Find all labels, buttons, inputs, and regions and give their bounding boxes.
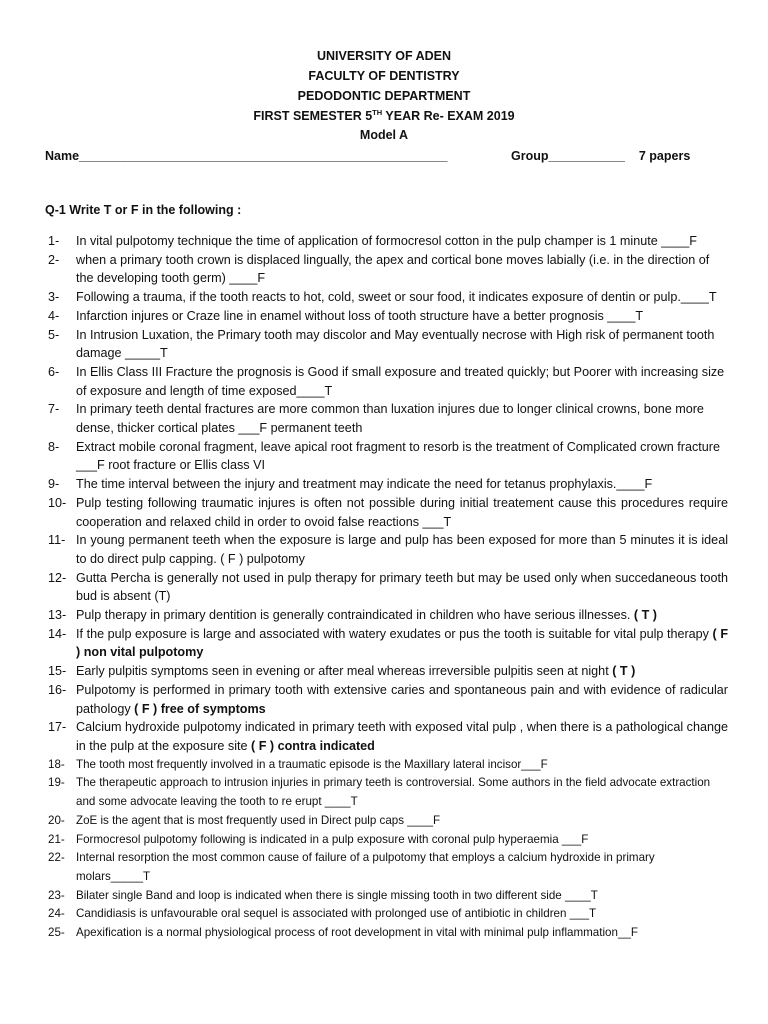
question-number: 23- — [48, 888, 65, 902]
question-number: 18- — [48, 757, 65, 771]
question-statement: In vital pulpotomy technique the time of application of formocresol cotton in the pulp champer is 1 minute ____F — [76, 234, 697, 248]
question-number: 5- — [48, 327, 60, 342]
exam-title-post: YEAR Re- EXAM 2019 — [382, 109, 515, 124]
question-text — [76, 849, 728, 886]
department-name: PEDODONTIC DEPARTMENT — [297, 89, 471, 103]
papers-count: 7 papers — [638, 149, 691, 163]
question-text — [76, 438, 728, 475]
question-text — [76, 326, 728, 363]
question-item — [48, 756, 728, 775]
question-statement: when a primary tooth crown is displaced lingually, the apex and cortical bone moves labially (i.e. in the direction of the developing tooth germ) ____F — [76, 252, 710, 286]
question-number: 16- — [48, 682, 67, 697]
question-item — [48, 812, 728, 831]
name-field: Name_____________________________________________________ — [45, 149, 448, 163]
question-statement: Gutta Percha is generally not used in pulp therapy for primary teeth but may be used only when succedaneous tooth bud is absent (T) — [76, 570, 728, 604]
model-label: Model A — [359, 128, 409, 142]
question-text — [76, 831, 728, 850]
question-statement: The time interval between the injury and treatment may indicate the need for tetanus prophylaxis.____F — [76, 477, 653, 492]
question-item — [48, 307, 728, 326]
question-number: 8- — [48, 439, 60, 454]
question-number: 25- — [48, 926, 65, 940]
question-statement: Bilater single Band and loop is indicated when there is single missing tooth in two different side ____T — [76, 888, 598, 902]
question-item — [48, 363, 728, 400]
university-name: UNIVERSITY OF ADEN — [316, 49, 452, 63]
question-item — [48, 681, 728, 718]
question-item — [48, 400, 728, 437]
question-text — [76, 307, 728, 326]
question-number: 13- — [48, 608, 67, 623]
question-item — [48, 475, 728, 494]
question-number: 10- — [48, 495, 67, 510]
question-number: 17- — [48, 720, 67, 735]
question-text — [76, 625, 728, 662]
question-item — [48, 288, 728, 307]
group-field — [511, 149, 690, 163]
question-statement: The therapeutic approach to intrusion injuries in primary teeth is controversial. Some authors in the field advocate extraction and some advocate leaving the tooth to re erupt ____T — [76, 776, 711, 809]
question-number: 2- — [48, 252, 60, 267]
question-statement: Apexification is a normal physiological process of root development in vital with minimal pulp inflammation__F — [76, 926, 638, 940]
question-answer: ( F ) free of symptoms — [134, 701, 266, 716]
question-answer: ( F ) non vital pulpotomy — [76, 626, 729, 660]
question-item — [48, 232, 728, 251]
question-statement: Pulpotomy is performed in primary tooth with extensive caries and spontaneous pain and with evidence of radicular pathology — [76, 682, 728, 716]
question-title: Q-1 Write T or F in the following : — [45, 203, 242, 217]
question-text — [76, 363, 728, 400]
question-item — [48, 887, 728, 906]
exam-title-pre: FIRST SEMESTER 5 — [253, 109, 373, 124]
question-number: 14- — [48, 626, 67, 641]
question-number: 9- — [48, 477, 60, 492]
question-answer: ( F ) contra indicated — [251, 738, 375, 753]
question-item — [48, 924, 728, 943]
question-number: 3- — [48, 290, 60, 305]
question-number: 6- — [48, 364, 60, 379]
question-text — [76, 232, 728, 251]
question-item — [48, 326, 728, 363]
question-number: 15- — [48, 664, 67, 679]
question-statement: If the pulp exposure is large and associated with watery exudates or pus the tooth is suitable for vital pulp therapy — [76, 626, 713, 641]
question-number: 11- — [48, 533, 66, 548]
question-text — [76, 662, 728, 681]
question-text — [76, 251, 728, 288]
question-number: 20- — [48, 813, 65, 827]
question-text — [76, 924, 728, 943]
question-number: 1- — [48, 234, 60, 248]
question-number: 21- — [48, 832, 65, 846]
question-item — [48, 718, 728, 755]
group-label: Group___________ — [511, 149, 625, 163]
question-statement: ZoE is the agent that is most frequently used in Direct pulp caps ____F — [76, 813, 441, 827]
question-item — [48, 774, 728, 811]
question-text — [76, 756, 728, 775]
question-number: 4- — [48, 308, 60, 323]
question-text — [76, 400, 728, 437]
question-statement: Internal resorption the most common cause of failure of a pulpotomy that employs a calcium hydroxide in primary molars_____T — [76, 851, 655, 883]
question-text — [76, 475, 728, 494]
question-statement: In Intrusion Luxation, the Primary tooth may discolor and May eventually necrose with High risk of permanent tooth damage _____T — [76, 327, 715, 361]
question-number: 7- — [48, 402, 60, 417]
question-statement: Infarction injures or Craze line in enamel without loss of tooth structure have a better prognosis ____T — [76, 308, 644, 323]
question-statement: Extract mobile coronal fragment, leave apical root fragment to resorb is the treatment of Complicated crown fracture ___F root fracture or Ellis class VI — [76, 439, 720, 473]
question-text — [76, 288, 728, 307]
exam-title — [0, 108, 768, 123]
question-statement: In primary teeth dental fractures are more common than luxation injures due to longer clinical crowns, bone more dense, thicker cortical plates ___F permanent teeth — [76, 402, 704, 436]
question-item — [48, 905, 728, 924]
question-statement: In young permanent teeth when the exposure is large and pulp has been exposed for more than 5 minutes it is ideal to do direct pulp capping. ( F ) pulpotomy — [76, 533, 728, 566]
question-statement: Candidiasis is unfavourable oral sequel is associated with prolonged use of antibiotic in children ___T — [76, 907, 597, 921]
question-text — [76, 812, 728, 831]
question-answer: ( T ) — [633, 608, 658, 623]
faculty-name: FACULTY OF DENTISTRY — [308, 69, 460, 83]
question-number: 22- — [48, 851, 65, 865]
question-statement: Formocresol pulpotomy following is indicated in a pulp exposure with coronal pulp hyperaemia ___F — [76, 832, 589, 846]
question-item — [48, 849, 728, 886]
question-item — [48, 494, 728, 531]
question-number: 19- — [48, 776, 65, 790]
question-item — [48, 569, 728, 606]
question-item — [48, 438, 728, 475]
question-text — [76, 681, 728, 718]
question-statement: Calcium hydroxide pulpotomy indicated in primary teeth with exposed vital pulp , when there is a pathological change in the pulp at the exposure site — [76, 720, 728, 753]
question-item — [48, 662, 728, 681]
question-text — [76, 569, 728, 606]
question-item — [48, 251, 728, 288]
question-statement: Pulp therapy in primary dentition is generally contraindicated in children who have serious illnesses. — [76, 608, 634, 623]
question-number: 12- — [48, 570, 67, 585]
question-item — [48, 531, 728, 568]
question-item — [48, 831, 728, 850]
question-text — [76, 718, 728, 755]
question-text — [76, 774, 728, 811]
question-statement: Pulp testing following traumatic injures is often not possible during initial treatement cause this procedures require cooperation and relaxed child in order to ovoid false reactions ___T — [76, 495, 728, 529]
question-item — [48, 625, 728, 662]
question-text — [76, 531, 728, 568]
question-statement: The tooth most frequently involved in a traumatic episode is the Maxillary lateral incisor___F — [76, 757, 548, 771]
exam-title-sup: TH — [372, 108, 383, 117]
question-number: 24- — [48, 907, 65, 921]
question-text — [76, 494, 728, 531]
question-text — [76, 905, 728, 924]
question-item — [48, 606, 728, 625]
question-list — [48, 232, 728, 943]
question-text — [76, 887, 728, 906]
question-statement: In Ellis Class III Fracture the prognosis is Good if small exposure and treated quickly; but Poorer with increasing size of exposure and length of time exposed____T — [76, 364, 725, 398]
question-answer: ( T ) — [612, 664, 636, 679]
question-text — [76, 606, 728, 625]
question-statement: Following a trauma, if the tooth reacts to hot, cold, sweet or sour food, it indicates exposure of dentin or pulp.____T — [76, 290, 717, 305]
question-statement: Early pulpitis symptoms seen in evening or after meal whereas irreversible pulpitis seen at night — [76, 664, 613, 679]
